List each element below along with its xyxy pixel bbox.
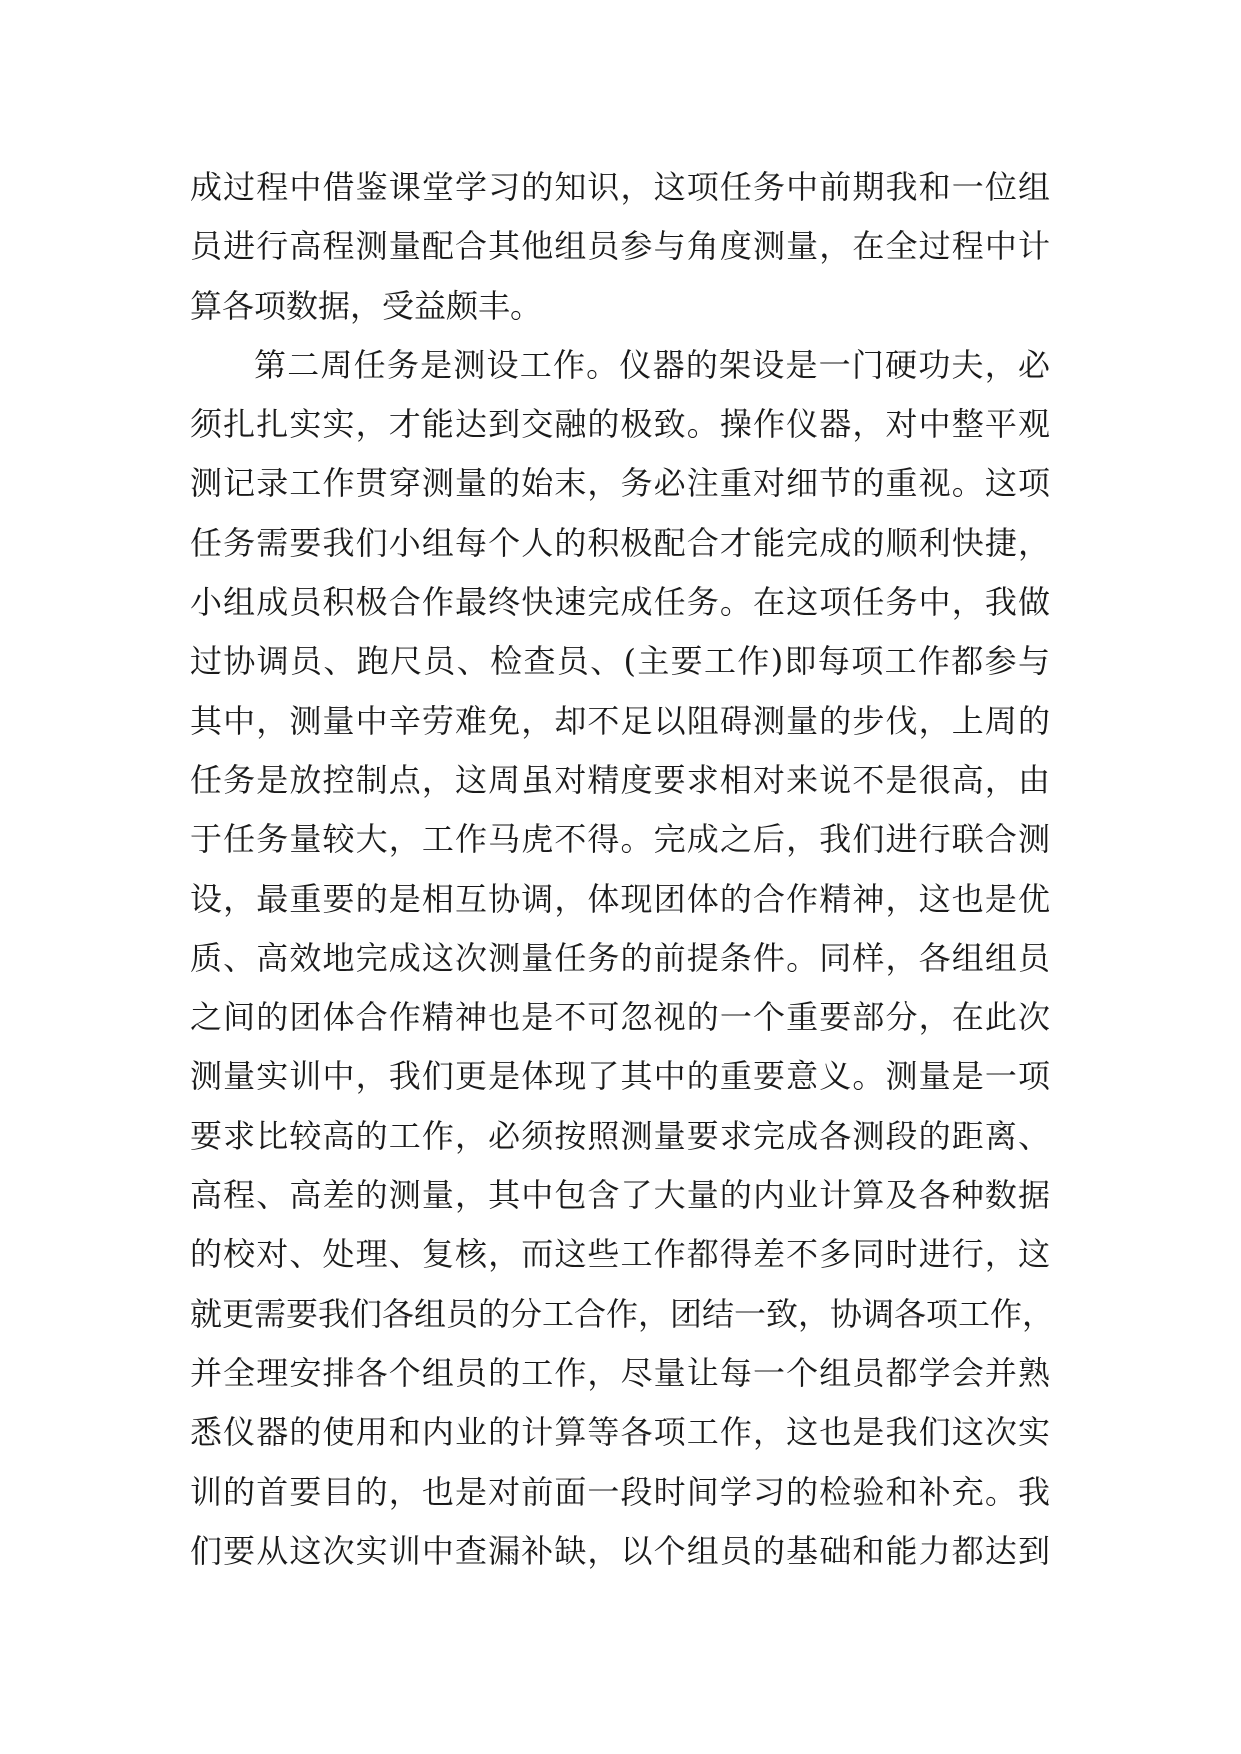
text-line: 小组成员积极合作最终快速完成任务。在这项任务中，我做 [190,583,1050,622]
text-line: 任务是放控制点，这周虽对精度要求相对来说不是很高，由 [190,760,1050,799]
text-line: 员进行高程测量配合其他组员参与角度测量，在全过程中计 [190,227,1050,266]
text-line: 们要从这次实训中查漏补缺，以个组员的基础和能力都达到 [190,1531,1050,1570]
text-line: 成过程中借鉴课堂学习的知识，这项任务中前期我和一位组 [190,168,1050,206]
text-line: 高程、高差的测量，其中包含了大量的内业计算及各种数据 [190,1176,1050,1215]
text-line: 之间的团体合作精神也是不可忽视的一个重要部分，在此次 [190,998,1050,1037]
text-line: 并全理安排各个组员的工作，尽量让每一个组员都学会并熟 [190,1353,1050,1392]
text-line: 第二周任务是测设工作。仪器的架设是一门硬功夫，必 [254,345,1050,384]
text-line: 任务需要我们小组每个人的积极配合才能完成的顺利快捷， [190,523,1050,562]
text-line: 过协调员、跑尺员、检查员、(主要工作)即每项工作都参与 [190,642,1050,681]
text-line: 算各项数据，受益颇丰。 [190,286,543,325]
text-line: 设，最重要的是相互协调，体现团体的合作精神，这也是优 [190,879,1050,918]
text-line: 测记录工作贯穿测量的始末，务必注重对细节的重视。这项 [190,464,1050,503]
text-line: 质、高效地完成这次测量任务的前提条件。同样，各组组员 [190,938,1050,977]
text-line: 就更需要我们各组员的分工合作，团结一致，协调各项工作， [190,1294,1055,1333]
text-line: 测量实训中，我们更是体现了其中的重要意义。测量是一项 [190,1057,1050,1096]
body-text [190,158,1055,1581]
text-line: 悉仪器的使用和内业的计算等各项工作，这也是我们这次实 [190,1413,1050,1452]
text-line: 训的首要目的，也是对前面一段时间学习的检验和补充。我 [190,1472,1050,1511]
text-line: 要求比较高的工作，必须按照测量要求完成各测段的距离、 [190,1116,1050,1155]
text-line: 其中，测量中辛劳难免，却不足以阻碍测量的步伐，上周的 [190,701,1050,740]
text-line: 的校对、处理、复核，而这些工作都得差不多同时进行，这 [190,1235,1050,1274]
text-line: 须扎扎实实，才能达到交融的极致。操作仪器，对中整平观 [190,405,1050,444]
text-line: 于任务量较大，工作马虎不得。完成之后，我们进行联合测 [190,820,1050,859]
